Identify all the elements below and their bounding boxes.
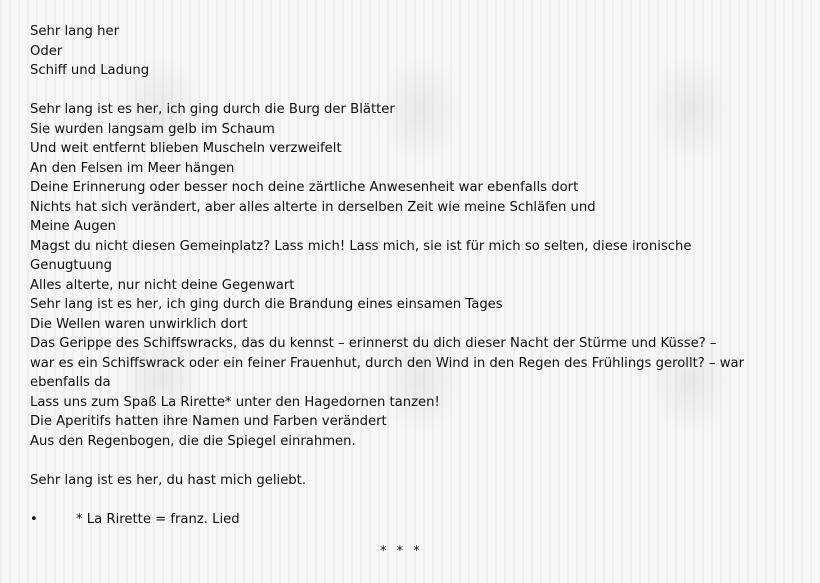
poem-line: Alles alterte, nur nicht deine Gegenwart xyxy=(30,277,295,293)
section-separator: * * * xyxy=(380,544,423,559)
poem-body xyxy=(30,22,800,490)
poem-line: Das Gerippe des Schiffswracks, das du kennst – erinnerst du dich dieser Nacht der Stürme und Küsse? – xyxy=(30,336,717,351)
poem-line: Lass uns zum Spaß La Rirette* unter den Hagedornen tanzen! xyxy=(30,394,440,410)
stanza-gap xyxy=(30,81,800,101)
poem-title-line: Schiff und Ladung xyxy=(30,63,150,78)
poem-line: Deine Erinnerung oder besser noch deine zärtliche Anwesenheit war ebenfalls dort xyxy=(30,180,579,195)
poem-line: Und weit entfernt blieben Muscheln verzweifelt xyxy=(30,141,342,156)
poem-line: Sehr lang ist es her, ich ging durch die Brandung eines einsamen Tages xyxy=(30,297,503,312)
poem-line: Genugtuung xyxy=(30,258,113,273)
poem-line: Sie wurden langsam gelb im Schaum xyxy=(30,121,275,137)
footnote xyxy=(30,510,240,530)
poem-line: Nichts hat sich verändert, aber alles alterte in derselben Zeit wie meine Schläfen und xyxy=(30,199,596,215)
stanza-gap xyxy=(30,451,800,471)
poem-line: Aus den Regenbogen, die die Spiegel einrahmen. xyxy=(30,433,356,449)
poem-line: An den Felsen im Meer hängen xyxy=(30,160,235,176)
poem-line: Magst du nicht diesen Gemeinplatz? Lass mich! Lass mich, sie ist für mich so selten, diese ironische xyxy=(30,238,692,254)
poem-line: Die Wellen waren unwirklich dort xyxy=(30,316,248,332)
poem-title-line: Oder xyxy=(30,43,63,59)
poem-line: Sehr lang ist es her, ich ging durch die Burg der Blätter xyxy=(30,102,395,117)
footnote-text: * La Rirette = franz. Lied xyxy=(76,512,240,527)
bullet-icon: • xyxy=(30,512,38,527)
poem-title-line: Sehr lang her xyxy=(30,24,120,39)
poem-line: war es ein Schiffswrack oder ein feiner Frauenhut, durch den Wind in den Regen des Frühlings gerollt? – war xyxy=(30,355,745,371)
poem-line: Meine Augen xyxy=(30,219,117,234)
poem-closing-line: Sehr lang ist es her, du hast mich geliebt. xyxy=(30,472,307,488)
poem-line: ebenfalls da xyxy=(30,375,111,390)
poem-line: Die Aperitifs hatten ihre Namen und Farben verändert xyxy=(30,414,387,429)
